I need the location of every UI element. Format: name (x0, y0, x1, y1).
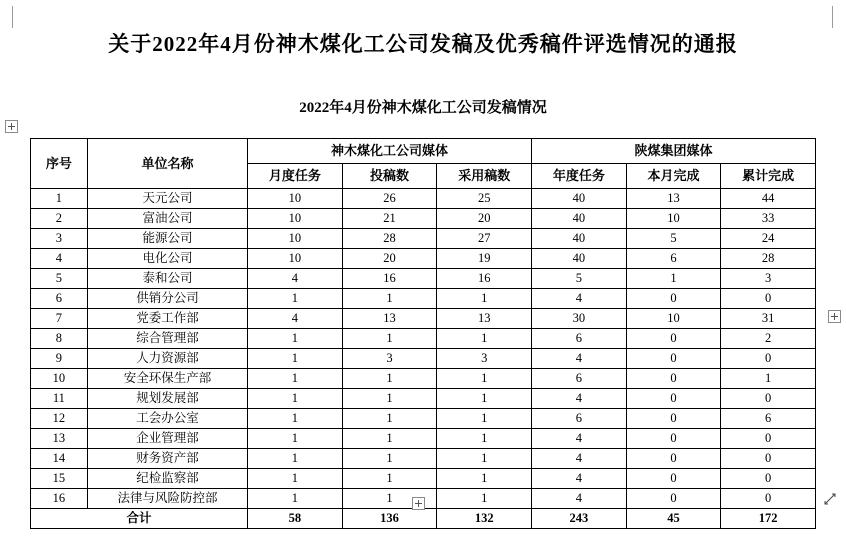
cell-annual-task: 6 (532, 409, 627, 429)
cell-monthly-task: 1 (248, 409, 343, 429)
cell-seq: 8 (31, 329, 88, 349)
column-group-header-company-media: 神木煤化工公司媒体 (248, 139, 532, 164)
cell-unit: 人力资源部 (87, 349, 247, 369)
cell-accepted: 1 (437, 469, 532, 489)
cell-month-completed: 13 (626, 189, 721, 209)
table-body (31, 189, 816, 529)
cell-cumulative-completed: 0 (721, 389, 816, 409)
table-row (31, 189, 816, 209)
cell-submissions: 26 (342, 189, 437, 209)
column-header-seq: 序号 (31, 139, 88, 189)
cell-monthly-task: 10 (248, 249, 343, 269)
cell-cumulative-completed: 0 (721, 469, 816, 489)
cell-seq: 14 (31, 449, 88, 469)
cell-unit: 能源公司 (87, 229, 247, 249)
cell-cumulative-completed: 0 (721, 289, 816, 309)
cell-accepted: 1 (437, 369, 532, 389)
cell-annual-task: 40 (532, 229, 627, 249)
cell-monthly-task: 4 (248, 309, 343, 329)
cell-monthly-task: 1 (248, 489, 343, 509)
cell-month-completed: 0 (626, 469, 721, 489)
table-header-row-group (31, 139, 816, 164)
table-row (31, 469, 816, 489)
cell-unit: 富油公司 (87, 209, 247, 229)
cell-cumulative-completed: 33 (721, 209, 816, 229)
table-total-row (31, 509, 816, 529)
cell-annual-task: 5 (532, 269, 627, 289)
cell-month-completed: 0 (626, 429, 721, 449)
cell-cumulative-completed: 2 (721, 329, 816, 349)
cell-cumulative-completed: 0 (721, 429, 816, 449)
cell-total-month-completed: 45 (626, 509, 721, 529)
cell-accepted: 1 (437, 329, 532, 349)
cell-submissions: 1 (342, 429, 437, 449)
cell-month-completed: 10 (626, 309, 721, 329)
column-header-accepted: 采用稿数 (437, 164, 532, 189)
table-row (31, 329, 816, 349)
cell-seq: 5 (31, 269, 88, 289)
cell-monthly-task: 1 (248, 329, 343, 349)
table-row (31, 229, 816, 249)
cell-seq: 11 (31, 389, 88, 409)
cell-unit: 财务资产部 (87, 449, 247, 469)
cell-cumulative-completed: 44 (721, 189, 816, 209)
cell-annual-task: 6 (532, 369, 627, 389)
cell-annual-task: 4 (532, 469, 627, 489)
column-header-monthly-task: 月度任务 (248, 164, 343, 189)
cell-submissions: 20 (342, 249, 437, 269)
cell-unit: 企业管理部 (87, 429, 247, 449)
cell-cumulative-completed: 0 (721, 349, 816, 369)
cell-cumulative-completed: 0 (721, 449, 816, 469)
cell-seq: 12 (31, 409, 88, 429)
table-row (31, 269, 816, 289)
cell-annual-task: 30 (532, 309, 627, 329)
cell-annual-task: 6 (532, 329, 627, 349)
publication-statistics-table (30, 138, 816, 529)
cell-seq: 9 (31, 349, 88, 369)
cell-cumulative-completed: 24 (721, 229, 816, 249)
cell-unit: 纪检监察部 (87, 469, 247, 489)
cell-monthly-task: 10 (248, 229, 343, 249)
cell-unit: 工会办公室 (87, 409, 247, 429)
cell-total-cumulative-completed: 172 (721, 509, 816, 529)
cell-seq: 6 (31, 289, 88, 309)
table-insert-row-handle-top-left[interactable] (5, 120, 18, 133)
cell-cumulative-completed: 6 (721, 409, 816, 429)
cell-unit: 综合管理部 (87, 329, 247, 349)
column-header-month-completed: 本月完成 (626, 164, 721, 189)
cell-annual-task: 40 (532, 189, 627, 209)
cell-total-label: 合计 (31, 509, 248, 529)
column-header-unit: 单位名称 (87, 139, 247, 189)
cell-submissions: 28 (342, 229, 437, 249)
cell-unit: 安全环保生产部 (87, 369, 247, 389)
cell-accepted: 16 (437, 269, 532, 289)
cell-total-annual-task: 243 (532, 509, 627, 529)
cell-month-completed: 6 (626, 249, 721, 269)
cell-submissions: 1 (342, 489, 437, 509)
cell-annual-task: 4 (532, 449, 627, 469)
cell-accepted: 27 (437, 229, 532, 249)
column-group-header-group-media: 陕煤集团媒体 (532, 139, 816, 164)
cell-accepted: 1 (437, 409, 532, 429)
column-header-annual-task: 年度任务 (532, 164, 627, 189)
cell-unit: 法律与风险防控部 (87, 489, 247, 509)
cell-seq: 13 (31, 429, 88, 449)
cell-cumulative-completed: 3 (721, 269, 816, 289)
cell-accepted: 19 (437, 249, 532, 269)
table-row (31, 289, 816, 309)
cell-seq: 7 (31, 309, 88, 329)
cell-seq: 16 (31, 489, 88, 509)
cell-unit: 规划发展部 (87, 389, 247, 409)
cell-submissions: 1 (342, 369, 437, 389)
cell-unit: 供销分公司 (87, 289, 247, 309)
table-row (31, 429, 816, 449)
cell-submissions: 3 (342, 349, 437, 369)
cell-submissions: 1 (342, 469, 437, 489)
cell-annual-task: 4 (532, 289, 627, 309)
cell-total-accepted: 132 (437, 509, 532, 529)
cell-annual-task: 4 (532, 349, 627, 369)
cell-monthly-task: 1 (248, 449, 343, 469)
cell-month-completed: 5 (626, 229, 721, 249)
cell-monthly-task: 10 (248, 209, 343, 229)
page-title: 关于2022年4月份神木煤化工公司发稿及优秀稿件评选情况的通报 (108, 32, 738, 56)
cell-submissions: 13 (342, 309, 437, 329)
cell-cumulative-completed: 28 (721, 249, 816, 269)
cell-cumulative-completed: 0 (721, 489, 816, 509)
cell-annual-task: 4 (532, 389, 627, 409)
table-row (31, 369, 816, 389)
cell-month-completed: 0 (626, 489, 721, 509)
page-edge-mark-right (832, 6, 833, 28)
cell-month-completed: 0 (626, 369, 721, 389)
cell-monthly-task: 1 (248, 349, 343, 369)
column-header-cumulative-completed: 累计完成 (721, 164, 816, 189)
cell-seq: 15 (31, 469, 88, 489)
cell-accepted: 1 (437, 449, 532, 469)
cell-seq: 1 (31, 189, 88, 209)
cell-month-completed: 0 (626, 329, 721, 349)
cell-submissions: 1 (342, 409, 437, 429)
table-row (31, 209, 816, 229)
table-row (31, 389, 816, 409)
table-row (31, 309, 816, 329)
cell-unit: 泰和公司 (87, 269, 247, 289)
table-row (31, 449, 816, 469)
table-insert-row-handle-bottom[interactable] (412, 497, 425, 510)
cell-unit: 天元公司 (87, 189, 247, 209)
cell-month-completed: 10 (626, 209, 721, 229)
cell-annual-task: 40 (532, 249, 627, 269)
cell-accepted: 1 (437, 429, 532, 449)
cell-annual-task: 4 (532, 429, 627, 449)
cell-month-completed: 1 (626, 269, 721, 289)
page-edge-mark-left (12, 6, 13, 28)
cell-submissions: 1 (342, 329, 437, 349)
cell-accepted: 13 (437, 309, 532, 329)
cell-submissions: 1 (342, 389, 437, 409)
cell-accepted: 20 (437, 209, 532, 229)
cell-accepted: 1 (437, 489, 532, 509)
cell-annual-task: 4 (532, 489, 627, 509)
cell-month-completed: 0 (626, 449, 721, 469)
table-insert-column-handle-right[interactable] (828, 310, 841, 323)
cell-monthly-task: 1 (248, 469, 343, 489)
cell-monthly-task: 1 (248, 369, 343, 389)
cell-month-completed: 0 (626, 389, 721, 409)
cell-accepted: 3 (437, 349, 532, 369)
cell-seq: 10 (31, 369, 88, 389)
column-header-submissions: 投稿数 (342, 164, 437, 189)
cell-seq: 2 (31, 209, 88, 229)
cell-annual-task: 40 (532, 209, 627, 229)
cell-monthly-task: 1 (248, 389, 343, 409)
cell-accepted: 1 (437, 389, 532, 409)
cell-monthly-task: 1 (248, 429, 343, 449)
cell-seq: 3 (31, 229, 88, 249)
cell-cumulative-completed: 31 (721, 309, 816, 329)
cell-total-monthly-task: 58 (248, 509, 343, 529)
cell-seq: 4 (31, 249, 88, 269)
cell-monthly-task: 1 (248, 289, 343, 309)
cell-month-completed: 0 (626, 409, 721, 429)
cell-cumulative-completed: 1 (721, 369, 816, 389)
cell-month-completed: 0 (626, 289, 721, 309)
cell-submissions: 1 (342, 289, 437, 309)
cell-monthly-task: 4 (248, 269, 343, 289)
table-row (31, 249, 816, 269)
cell-monthly-task: 10 (248, 189, 343, 209)
table-caption: 2022年4月份神木煤化工公司发稿情况 (299, 100, 547, 116)
cell-unit: 电化公司 (87, 249, 247, 269)
table-row (31, 349, 816, 369)
cell-accepted: 1 (437, 289, 532, 309)
cell-submissions: 16 (342, 269, 437, 289)
cell-submissions: 21 (342, 209, 437, 229)
cell-accepted: 25 (437, 189, 532, 209)
table-resize-corner-icon[interactable] (824, 493, 836, 505)
cell-total-submissions: 136 (342, 509, 437, 529)
cell-unit: 党委工作部 (87, 309, 247, 329)
table-row (31, 409, 816, 429)
cell-month-completed: 0 (626, 349, 721, 369)
cell-submissions: 1 (342, 449, 437, 469)
